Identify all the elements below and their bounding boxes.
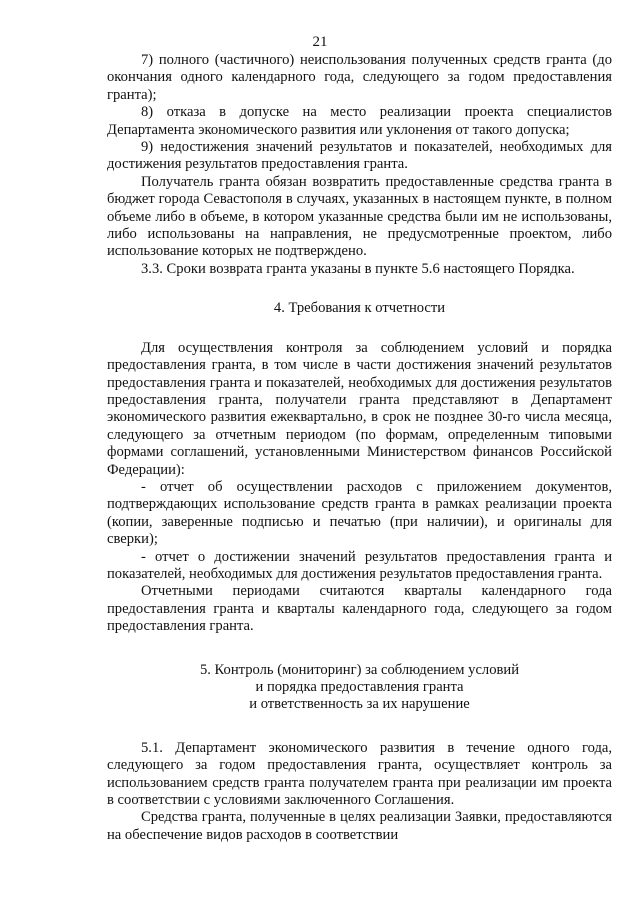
section-4-paragraph-intro: Для осуществления контроля за соблюдением условий и порядка предоставления гранта, в том числе в части достижения значений результатов предоставления гранта и показателей, необходимых для достижения результатов предоставления гранта, получатели гранта представляют в Департамент экономического развития ежеквартально, в срок не позднее 30-го числа месяца, следующего за отчетным периодом (по формам, определенным типовыми формами соглашений, установленными Министерством финансов Российской Федерации):	[107, 339, 612, 478]
spacer	[107, 278, 612, 300]
paragraph-refund-obligation: Получатель гранта обязан возвратить предоставленные средства гранта в бюджет города Севастополя в случаях, указанных в настоящем пункте, в полном объеме либо в объеме, в котором указанные средства были им не использованы, либо использованы на направления, не предусмотренные проектом, либо использование которых не подтверждено.	[107, 173, 612, 260]
section-5-title-line-1: 5. Контроль (мониторинг) за соблюдением условий	[199, 661, 520, 678]
paragraph-item-9: 9) недостижения значений результатов и показателей, необходимых для достижения результатов предоставления гранта.	[107, 139, 612, 173]
page-number: 21	[312, 34, 328, 50]
section-5-paragraph-funds: Средства гранта, полученные в целях реализации Заявки, предоставляются на обеспечение видов расходов в соответствии	[107, 809, 612, 843]
spacer	[107, 636, 612, 662]
section-5-title-line-3: и ответственность за их нарушение	[249, 696, 470, 713]
section-4-paragraph-expense-report: - отчет об осуществлении расходов с приложением документов, подтверждающих использование средств гранта в рамках реализации проекта (копии, заверенные подписью и печатью (при наличии), и оригиналы для сверки);	[107, 478, 612, 548]
paragraph-item-8: 8) отказа в допуске на место реализации проекта специалистов Департамента экономического развития или уклонения от такого допуска;	[107, 104, 612, 138]
section-4-paragraph-periods: Отчетными периодами считаются кварталы календарного года предоставления гранта и кварталы календарного года, следующего за годом предоставления гранта.	[107, 583, 612, 635]
document-body	[107, 52, 612, 844]
spacer	[107, 714, 612, 740]
section-4-paragraph-results-report: - отчет о достижении значений результатов предоставления гранта и показателей, необходимых для достижения результатов предоставления гранта.	[107, 548, 612, 582]
paragraph-item-7: 7) полного (частичного) неиспользования полученных средств гранта (до окончания одного календарного года, следующего за годом предоставления гранта);	[107, 52, 612, 103]
spacer	[107, 318, 612, 340]
paragraph-3-3: 3.3. Сроки возврата гранта указаны в пункте 5.6 настоящего Порядка.	[141, 260, 575, 277]
section-5-paragraph-5-1: 5.1. Департамент экономического развития в течение одного года, следующего за годом предоставления гранта, осуществляет контроль за использованием средств гранта получателем гранта при реализации им проекта в соответствии с условиями заключенного Соглашения.	[107, 739, 612, 809]
section-5-title-line-2: и порядка предоставления гранта	[255, 679, 464, 695]
section-4-title: 4. Требования к отчетности	[273, 300, 446, 317]
